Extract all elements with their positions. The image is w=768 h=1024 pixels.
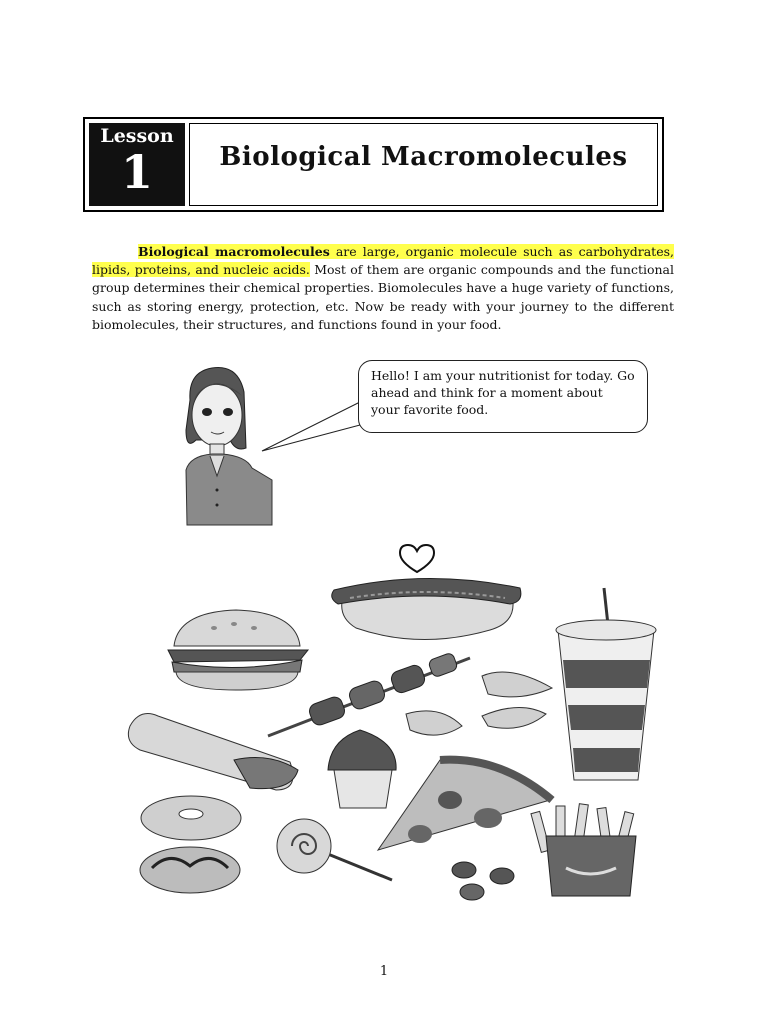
burrito-illustration: [128, 714, 298, 790]
hotdog-illustration: [332, 578, 521, 639]
burger-illustration: [168, 610, 308, 690]
drink-cup-illustration: [556, 588, 656, 780]
lesson-number: 1: [120, 145, 153, 199]
chips-illustration: [406, 672, 552, 735]
candies-illustration: [452, 862, 514, 900]
page-title: Biological Macromolecules: [219, 142, 628, 172]
page-number: 1: [379, 964, 389, 979]
speech-bubble: Hello! I am your nutritionist for today. Go ahead and think for a moment about your favorite food.: [358, 360, 648, 433]
cupcake-illustration: [328, 730, 396, 808]
food-collage-illustration: [128, 578, 656, 900]
pizza-slice-illustration: [378, 760, 552, 850]
intro-highlight-bold: Biological macromolecules: [138, 244, 330, 259]
speech-tail: [262, 402, 360, 451]
lollipop-illustration: [277, 819, 392, 880]
french-fries-illustration: [531, 804, 636, 896]
intro-body: Most of them are organic compounds and the functional group determines their chemical properties. Biomolecules have a huge variety of functions, such as storing energy, protection, etc. Now be ready with your journey to the different biomolecules, their structures, and functions found in your food.: [92, 262, 674, 332]
lesson-label: Lesson: [100, 125, 174, 147]
donut-illustration: [140, 796, 241, 893]
nutritionist-girl-illustration: [186, 368, 272, 526]
heart-icon: [400, 545, 434, 572]
intro-highlight-rest: are large, organic molecule such as carbohydrates, lipids, proteins, and nucleic acids.: [92, 244, 674, 278]
